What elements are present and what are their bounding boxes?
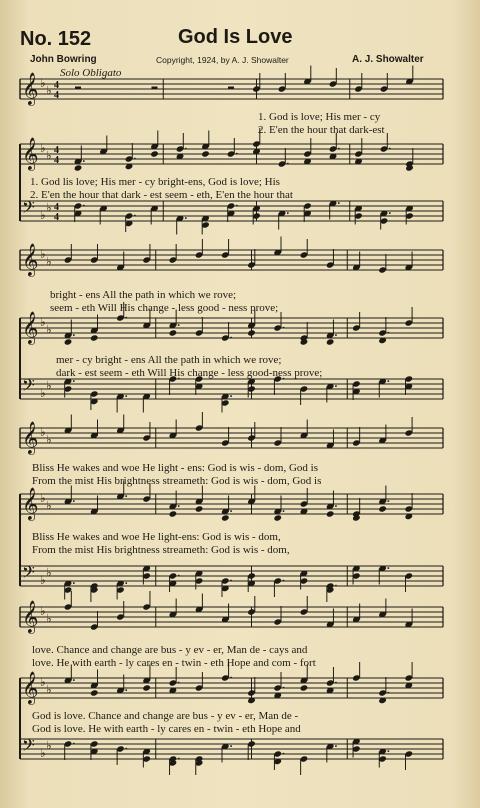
treble-clef-icon: 𝄞 xyxy=(22,671,39,704)
dot-icon xyxy=(338,202,340,204)
dot-icon xyxy=(283,327,285,329)
note-head xyxy=(201,150,210,157)
treble-clef-icon: 𝄞 xyxy=(22,421,39,454)
dot-icon xyxy=(388,380,390,382)
dot-icon xyxy=(125,395,127,397)
note-head xyxy=(195,505,204,512)
dot-icon xyxy=(230,677,232,679)
lyric-line: 1. God is love; His mer - cy xyxy=(258,111,381,123)
note-head xyxy=(74,164,83,171)
dot-icon xyxy=(230,510,232,512)
dot-icon xyxy=(230,395,232,397)
dot-icon xyxy=(125,495,127,497)
flat-sign-icon: ♭ xyxy=(46,565,52,580)
lyric-line: love. Chance and change are bus - y ev - er, Man de - cays and xyxy=(32,644,308,656)
dot-icon xyxy=(283,687,285,689)
lyric-line: mer - cy bright - ens All the path in which we rove; xyxy=(56,354,282,366)
flat-sign-icon: ♭ xyxy=(40,491,46,505)
note-head xyxy=(273,514,282,521)
note-head xyxy=(300,684,309,691)
treble-clef-icon: 𝄞 xyxy=(22,243,39,276)
lyric-line: seem - eth Will His change - less good - ness prove; xyxy=(50,302,279,314)
dot-icon xyxy=(283,580,285,582)
dot-icon xyxy=(125,582,127,584)
flat-sign-icon: ♭ xyxy=(40,425,46,439)
rest-icon xyxy=(152,87,158,90)
dot-icon xyxy=(125,689,127,691)
note-head xyxy=(378,505,387,512)
dot-icon xyxy=(283,510,285,512)
lyricist-name: John Bowring xyxy=(30,54,97,65)
hymn-title: God Is Love xyxy=(178,26,293,48)
flat-sign-icon: ♭ xyxy=(46,322,52,337)
flat-sign-icon: ♭ xyxy=(46,378,52,393)
flat-sign-icon: ♭ xyxy=(40,76,46,90)
dot-icon xyxy=(73,743,75,745)
dot-icon xyxy=(125,317,127,319)
dot-icon xyxy=(178,758,180,760)
treble-clef-icon: 𝄞 xyxy=(22,600,39,633)
lyric-line: From the mist His brightness streameth: God is wis - dom, God is xyxy=(32,475,322,487)
dot-icon xyxy=(388,567,390,569)
solo-obligato-marking: Solo Obligato xyxy=(60,67,122,79)
flat-sign-icon: ♭ xyxy=(40,746,46,760)
rest-icon xyxy=(228,87,234,90)
dot-icon xyxy=(83,160,85,162)
flat-sign-icon: ♭ xyxy=(40,208,46,222)
dot-icon xyxy=(287,163,289,165)
rest-icon xyxy=(75,87,81,90)
hymn-number: No. 152 xyxy=(20,28,92,50)
time-signature-icon: 4 xyxy=(54,90,59,101)
dot-icon xyxy=(287,212,289,214)
dot-icon xyxy=(73,679,75,681)
dot-icon xyxy=(83,205,85,207)
lyric-line: Bliss He wakes and woe He light-ens: God is wis - dom, xyxy=(32,531,281,543)
flat-sign-icon: ♭ xyxy=(40,315,46,329)
note-head xyxy=(90,334,99,341)
dot-icon xyxy=(73,380,75,382)
flat-sign-icon: ♭ xyxy=(40,604,46,618)
dot-icon xyxy=(230,580,232,582)
note-head xyxy=(326,510,335,517)
lyric-line: From the mist His brightness streameth: God is wis - dom, xyxy=(32,544,290,556)
bass-clef-icon: 𝄢 xyxy=(22,375,35,399)
flat-sign-icon: ♭ xyxy=(46,738,52,753)
dot-icon xyxy=(335,334,337,336)
lyric-line: 2. E'en the hour that dark - est seem - eth, E'en the hour that xyxy=(30,189,293,201)
treble-clef-icon: 𝄞 xyxy=(22,487,39,520)
dot-icon xyxy=(185,217,187,219)
dot-icon xyxy=(388,500,390,502)
dot-icon xyxy=(236,205,238,207)
time-signature-icon: 4 xyxy=(54,145,59,156)
flat-sign-icon: ♭ xyxy=(46,83,52,98)
bass-clef-icon: 𝄢 xyxy=(22,562,35,586)
dot-icon xyxy=(178,682,180,684)
dot-icon xyxy=(73,334,75,336)
note-head xyxy=(169,329,178,336)
flat-sign-icon: ♭ xyxy=(46,254,52,269)
copyright-notice: Copyright, 1924, by A. J. Showalter xyxy=(156,55,289,65)
composer-name: A. J. Showalter xyxy=(352,54,424,65)
dot-icon xyxy=(178,505,180,507)
treble-clef-icon: 𝄞 xyxy=(22,137,39,170)
flat-sign-icon: ♭ xyxy=(46,611,52,626)
dot-icon xyxy=(134,215,136,217)
dot-icon xyxy=(338,148,340,150)
dot-icon xyxy=(388,332,390,334)
dot-icon xyxy=(335,682,337,684)
flat-sign-icon: ♭ xyxy=(46,148,52,163)
note-head xyxy=(221,514,230,521)
treble-clef-icon: 𝄞 xyxy=(22,311,39,344)
time-signature-icon: 4 xyxy=(54,212,59,223)
time-signature-icon: 4 xyxy=(54,80,59,91)
flat-sign-icon: ♭ xyxy=(46,682,52,697)
dot-icon xyxy=(236,153,238,155)
flat-sign-icon: ♭ xyxy=(46,498,52,513)
dot-icon xyxy=(389,212,391,214)
dot-icon xyxy=(134,158,136,160)
lyric-line: love. He with earth - ly cares en - twin - eth Hope and com - fort xyxy=(32,657,316,669)
dot-icon xyxy=(73,500,75,502)
lyric-line: 2. E'en the hour that dark-est xyxy=(258,124,385,136)
flat-sign-icon: ♭ xyxy=(40,141,46,155)
dot-icon xyxy=(230,337,232,339)
dot-icon xyxy=(335,505,337,507)
lyric-line: bright - ens All the path in which we rove; xyxy=(50,289,237,301)
flat-sign-icon: ♭ xyxy=(40,247,46,261)
dot-icon xyxy=(125,748,127,750)
dot-icon xyxy=(335,745,337,747)
lyric-line: dark - est seem - eth Will His change - less good-ness prove; xyxy=(56,367,323,379)
lyric-line: God is love. Chance and change are bus - y ev - er, Man de - xyxy=(32,710,299,722)
dot-icon xyxy=(178,324,180,326)
note-head xyxy=(150,150,159,157)
treble-clef-icon: 𝄞 xyxy=(22,72,39,105)
note-head xyxy=(247,329,256,336)
note-head xyxy=(64,338,73,345)
time-signature-icon: 4 xyxy=(54,202,59,213)
note-head xyxy=(142,684,151,691)
dot-icon xyxy=(335,585,337,587)
dot-icon xyxy=(230,745,232,747)
flat-sign-icon: ♭ xyxy=(40,573,46,587)
dot-icon xyxy=(389,148,391,150)
note-head xyxy=(326,338,335,345)
dot-icon xyxy=(388,692,390,694)
lyric-line: Bliss He wakes and woe He light - ens: God is wis - dom, God is xyxy=(32,462,318,474)
note-head xyxy=(90,689,99,696)
flat-sign-icon: ♭ xyxy=(40,675,46,689)
time-signature-icon: 4 xyxy=(54,155,59,166)
bass-clef-icon: 𝄢 xyxy=(22,197,35,221)
lyric-line: God is love. He with earth - ly cares en - twin - eth Hope and xyxy=(32,723,301,735)
flat-sign-icon: ♭ xyxy=(46,200,52,215)
lyric-line: 1. God lis love; His mer - cy bright-ens, God is love; His xyxy=(30,176,280,188)
flat-sign-icon: ♭ xyxy=(46,432,52,447)
dot-icon xyxy=(185,148,187,150)
dot-icon xyxy=(388,750,390,752)
dot-icon xyxy=(73,582,75,584)
dot-icon xyxy=(178,575,180,577)
bass-clef-icon: 𝄢 xyxy=(22,735,35,759)
dot-icon xyxy=(283,753,285,755)
dot-icon xyxy=(335,385,337,387)
note-head xyxy=(169,510,178,517)
flat-sign-icon: ♭ xyxy=(40,386,46,400)
